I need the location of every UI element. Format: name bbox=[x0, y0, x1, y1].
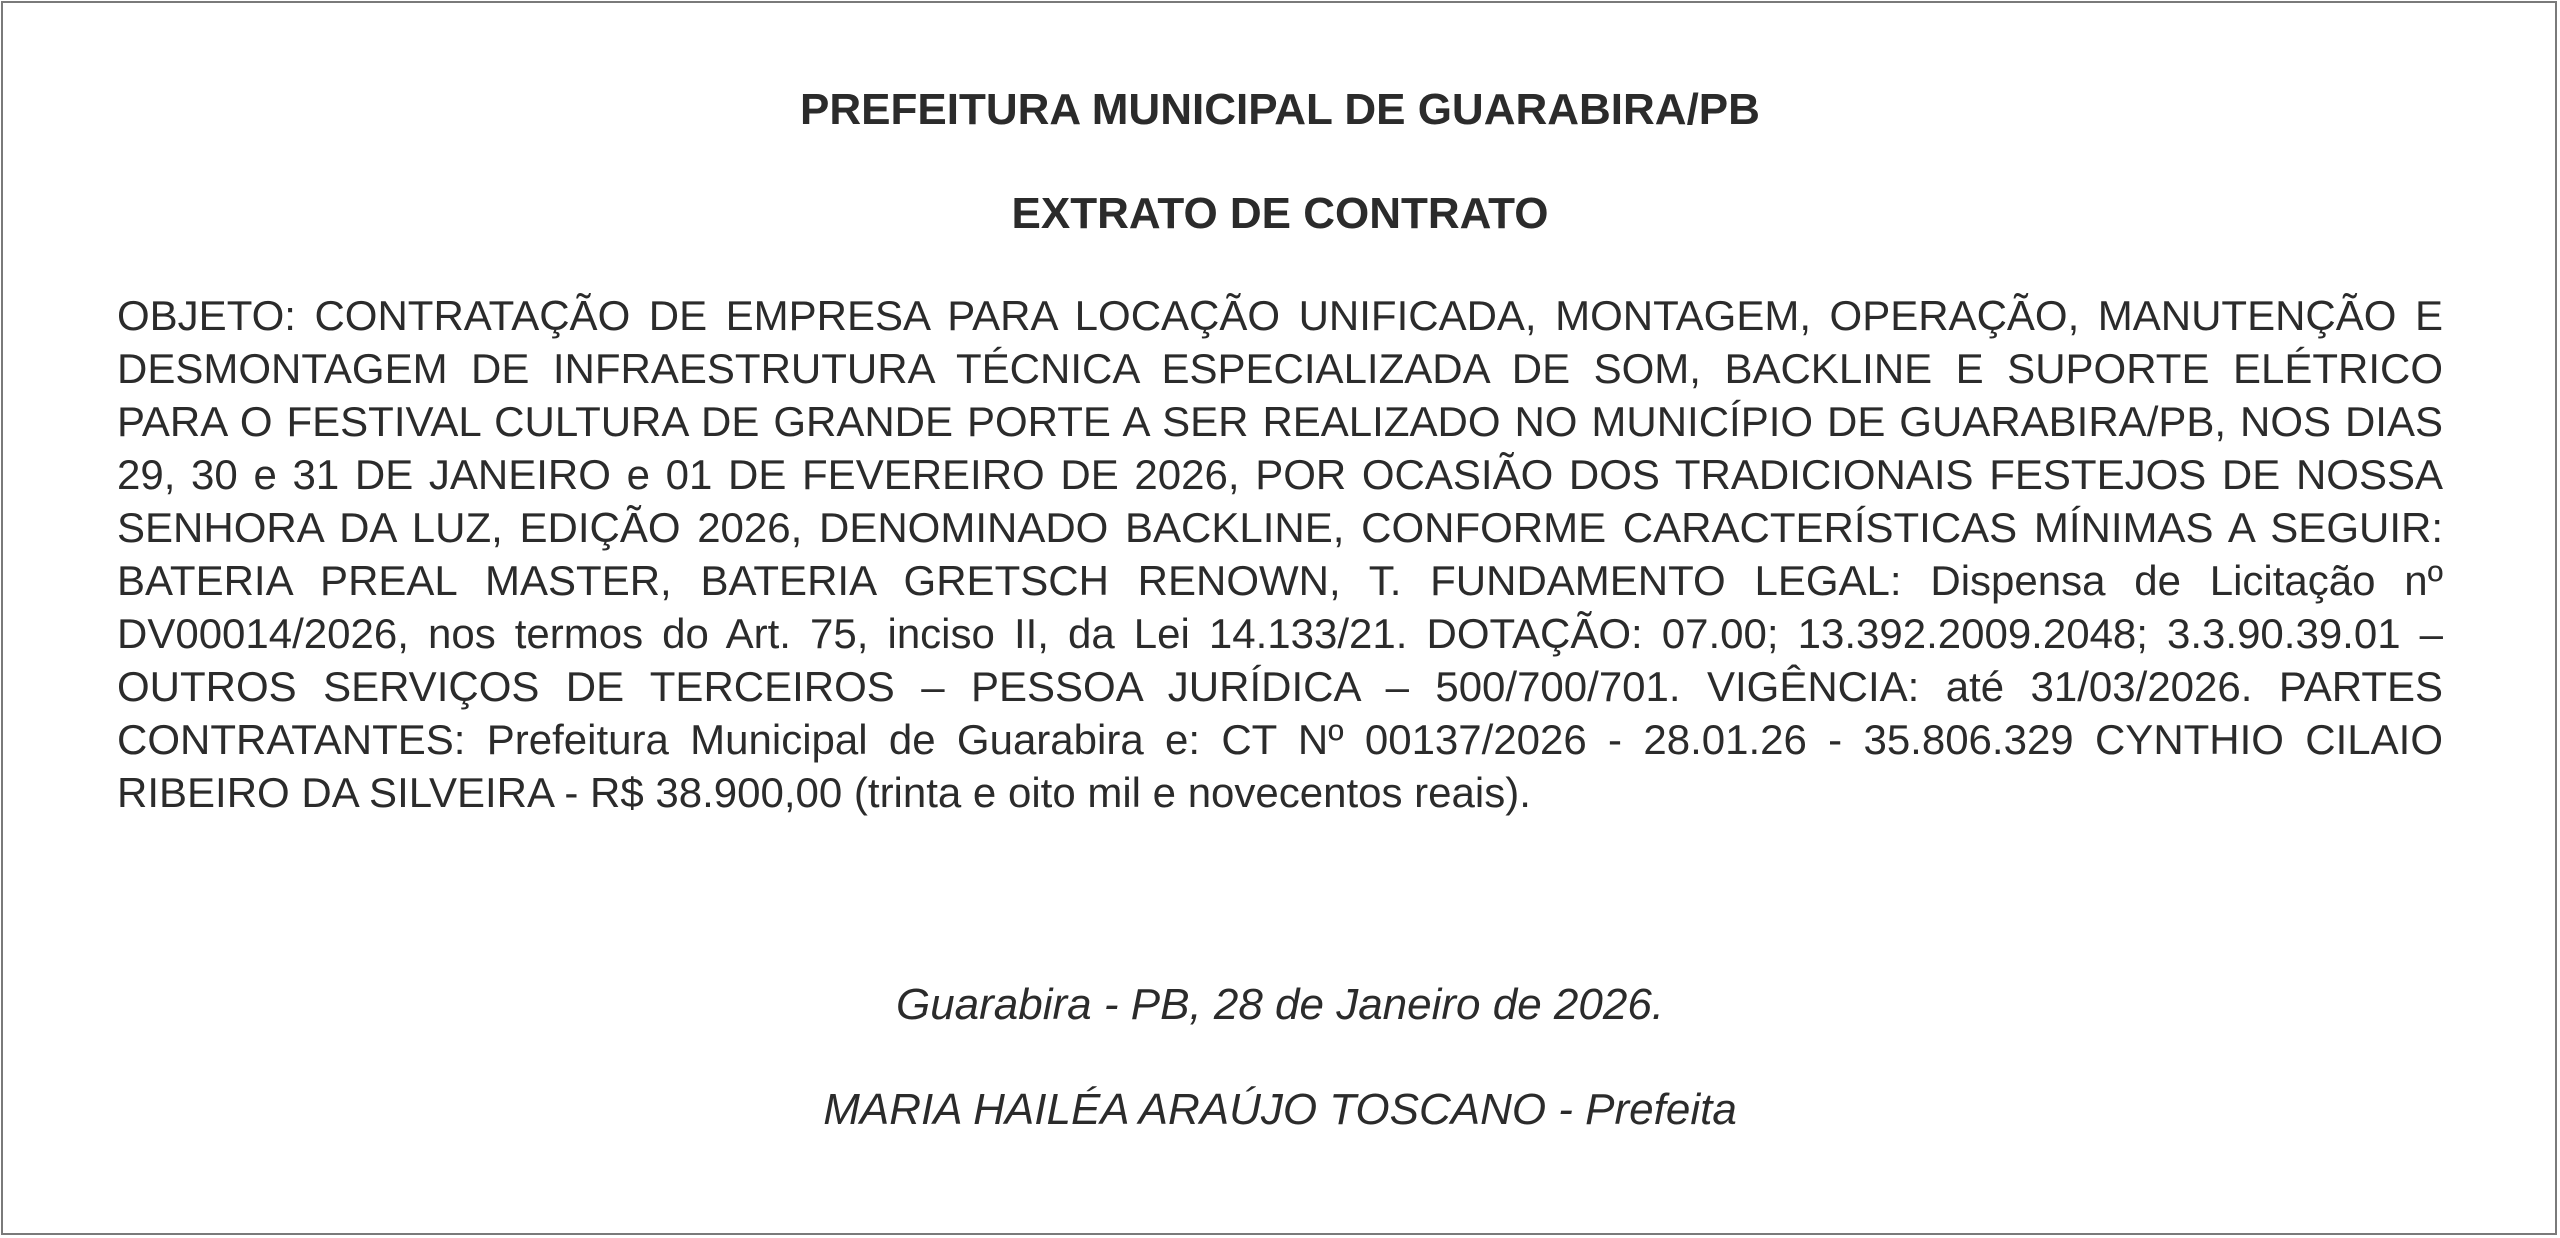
signature-line: MARIA HAILÉA ARAÚJO TOSCANO - Prefeita bbox=[823, 1085, 1737, 1134]
contract-body-text: OBJETO: CONTRATAÇÃO DE EMPRESA PARA LOCAÇÃO UNIFICADA, MONTAGEM, OPERAÇÃO, MANUTENÇÃO E DESMONTAGEM DE INFRAESTRUTURA TÉCNICA ESPECIALIZADA DE SOM, BACKLINE E SUPORTE ELÉTRICO PARA O FESTIVAL CULTURA DE GRANDE PORTE A SER REALIZADO NO MUNICÍPIO DE GUARABIRA/PB, NOS DIAS 29, 30 e 31 DE JANEIRO e 01 DE FEVEREIRO DE 2026, POR OCASIÃO DOS TRADICIONAIS FESTEJOS DE NOSSA SENHORA DA LUZ, EDIÇÃO 2026, DENOMINADO BACKLINE, CONFORME CARACTERÍSTICAS MÍNIMAS A SEGUIR: BATERIA PREAL MASTER, BATERIA GRETSCH RENOWN, T. FUNDAMENTO LEGAL: Dispensa de Licitação nº DV00014/2026, nos termos do Art. 75, inciso II, da Lei 14.133/21. DOTAÇÃO: 07.00; 13.392.2009.2048; 3.3.90.39.01 – OUTROS SERVIÇOS DE TERCEIROS – PESSOA JURÍDICA – 500/700/701. VIGÊNCIA: até 31/03/2026. PARTES CONTRATANTES: Prefeitura Municipal de Guarabira e: CT Nº 00137/2026 - 28.01.26 - 35.806.329 CYNTHIO CILAIO RIBEIRO DA SILVEIRA - R$ 38.900,00 (trinta e oito mil e novecentos reais). bbox=[117, 292, 2443, 816]
document-title: EXTRATO DE CONTRATO bbox=[1011, 189, 1549, 238]
organization-heading: PREFEITURA MUNICIPAL DE GUARABIRA/PB bbox=[800, 85, 1760, 134]
place-and-date: Guarabira - PB, 28 de Janeiro de 2026. bbox=[895, 980, 1665, 1029]
